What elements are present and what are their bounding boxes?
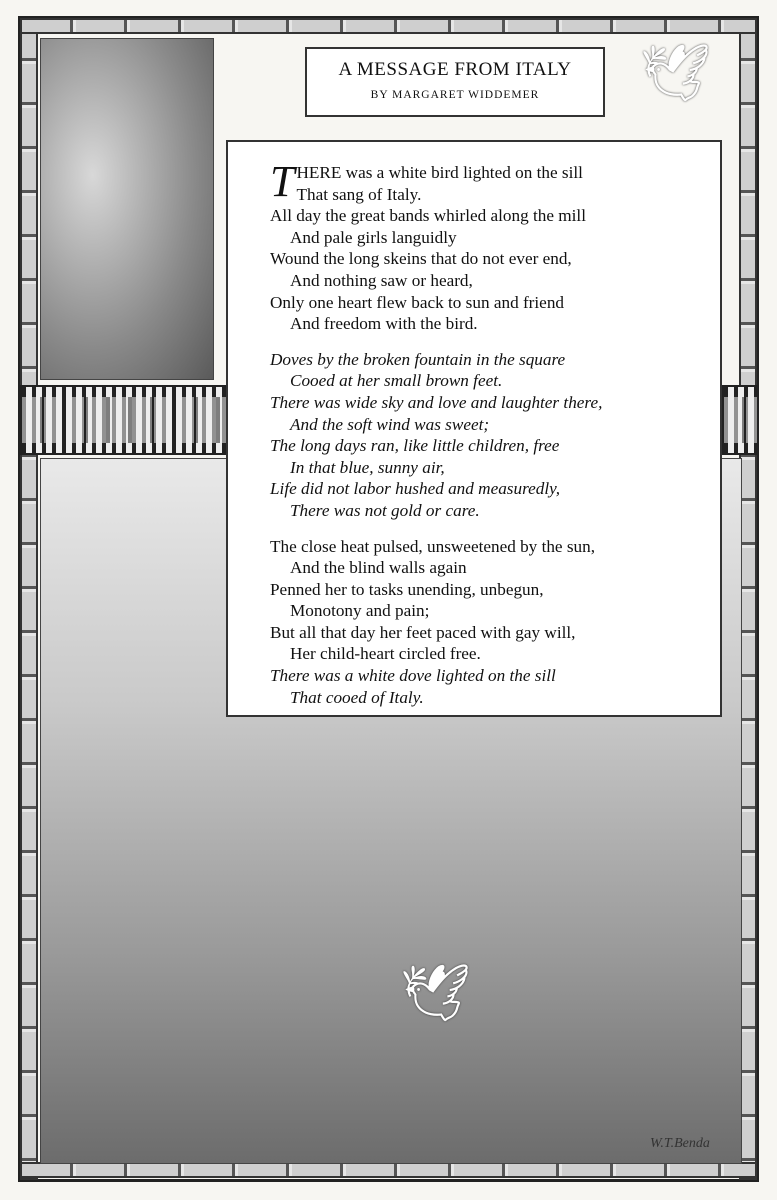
poem-line: Monotony and pain; xyxy=(290,601,430,621)
greek-key-band-left xyxy=(20,385,228,455)
poem-stanza xyxy=(270,157,602,335)
poem-line: Her child-heart circled free. xyxy=(290,644,481,664)
poem-line: That sang of Italy. xyxy=(296,184,422,204)
poem-line: Penned her to tasks unending, unbegun, xyxy=(270,579,544,599)
top-bamboo-border xyxy=(20,18,757,34)
greek-key-band-right xyxy=(722,385,759,455)
poem-text xyxy=(270,157,603,722)
poem-line: Cooed at her small brown feet. xyxy=(290,371,503,391)
poem-line: Life did not labor hushed and measuredly, xyxy=(270,479,561,499)
poem-line: Doves by the broken fountain in the square xyxy=(270,349,566,369)
drop-cap: T xyxy=(270,157,295,206)
poem-line: Wound the long skeins that do not ever end, xyxy=(270,249,572,269)
poem-line: But all that day her feet paced with gay will, xyxy=(270,622,576,642)
poem-stanza xyxy=(270,349,602,522)
poem-stanza xyxy=(270,536,602,709)
poem-line: That cooed of Italy. xyxy=(290,687,424,707)
poem-line: The close heat pulsed, unsweetened by the sun, xyxy=(270,536,596,556)
poem-line: And pale girls languidly xyxy=(290,227,457,247)
poem-line: Only one heart flew back to sun and friend xyxy=(270,292,565,312)
dove-icon: 🕊 xyxy=(400,963,472,1025)
dove-icon: 🕊 xyxy=(640,43,712,105)
poem-line: There was a white dove lighted on the sill xyxy=(270,666,556,686)
left-bamboo-border xyxy=(20,18,38,1180)
poem-byline: BY MARGARET WIDDEMER xyxy=(370,89,540,101)
poem-line: There was not gold or care. xyxy=(290,500,480,520)
poem-line: And the soft wind was sweet; xyxy=(290,414,490,434)
poem-title: A MESSAGE FROM ITALY xyxy=(338,59,572,80)
poem-line: And nothing saw or heard, xyxy=(290,270,473,290)
poem-line: The long days ran, like little children, free xyxy=(270,436,560,456)
poem-panel xyxy=(226,140,722,717)
poem-line: There was wide sky and love and laughter there, xyxy=(270,392,603,412)
poem-line: HERE was a white bird lighted on the sill xyxy=(296,163,583,182)
poem-line: All day the great bands whirled along the mill xyxy=(270,206,586,226)
poem-line: And the blind walls again xyxy=(290,558,467,578)
artist-signature: W.T.Benda xyxy=(650,1136,710,1151)
woman-spinning-illustration xyxy=(40,38,214,380)
poem-line: In that blue, sunny air, xyxy=(290,457,445,477)
title-scroll xyxy=(305,47,605,117)
poem-line: And freedom with the bird. xyxy=(290,314,478,334)
bottom-bamboo-border xyxy=(20,1162,757,1178)
